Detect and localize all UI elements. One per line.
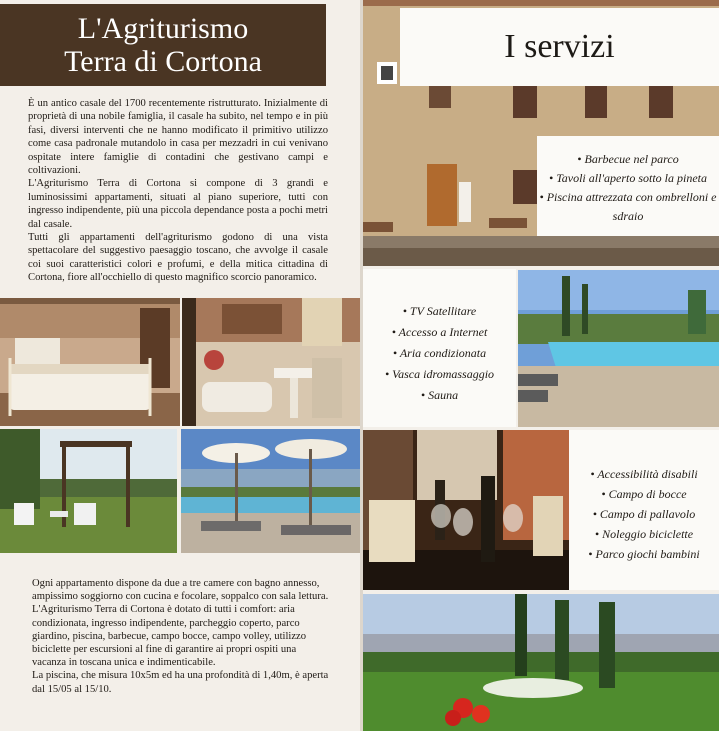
service-item: • Parco giochi bambini	[569, 544, 719, 564]
service-item: • Barbecue nel parco	[537, 150, 719, 169]
wine-products-photo	[363, 430, 569, 590]
description-paragraph: La piscina, che misura 10x5m ed ha una profondità di 1,40m, è aperta dal 15/05 al 15/10.	[32, 670, 329, 695]
services-title-box	[400, 8, 719, 86]
service-item: • Piscina attrezzata con ombrelloni e sdraio	[537, 188, 719, 226]
service-item: • Tavoli all'aperto sotto la pineta	[537, 169, 719, 188]
intro-paragraph: Tutti gli appartamenti dell'agriturismo godono di una vista spettacolare del suggestivo paesaggio toscano, che avvolge il casale coi suoi caratteristici colori e profumi, e della mitica cittadina di Cortona, fiore all'occhiello di questo magnifico scorcio panoramico.	[28, 232, 328, 284]
services-title: I servizi	[504, 28, 615, 65]
service-item: • Accessibilità disabili	[569, 464, 719, 484]
bathroom-photo	[182, 298, 360, 426]
pool-umbrellas-photo	[181, 429, 360, 553]
service-item: • Vasca idromassaggio	[363, 364, 516, 385]
service-item: • Sauna	[363, 385, 516, 406]
service-item: • Campo di bocce	[569, 484, 719, 504]
garden-landscape-photo	[363, 594, 719, 731]
description-paragraph: Ogni appartamento dispone da due a tre camere con bagno annesso, ampissimo soggiorno con cucina e focolare, soppalco con sala lettura.	[32, 578, 329, 603]
page-title-line2: Terra di Cortona	[64, 45, 262, 78]
service-item: • Campo di pallavolo	[569, 504, 719, 524]
services-list-activities	[569, 430, 719, 590]
services-list-outdoor	[537, 136, 719, 236]
service-item: • Noleggio biciclette	[569, 524, 719, 544]
description-paragraph: L'Agriturismo Terra di Cortona è dotato di tutti i comfort: aria condizionata, ingresso indipendente, parcheggio coperto, parco giardino, piscina, barbecue, campo bocce, campo volley, utilizzo biciclette per escursioni al fine di garantire ai propri ospiti una vacanza in toscana unica e indimenticabile.	[32, 604, 307, 669]
garden-gazebo-photo	[0, 429, 177, 553]
page-title-box	[0, 4, 326, 86]
page-title-line1: L'Agriturismo	[77, 12, 249, 45]
swimming-pool-photo	[518, 270, 719, 427]
service-item: • TV Satellitare	[363, 301, 516, 322]
intro-paragraph: È un antico casale del 1700 recentemente ristrutturato. Inizialmente di proprietà di una nobile famiglia, il casale ha subito, nel tempo e in più fasi, diversi interventi che ne hanno modificato il primitivo utilizzo come casa padronale mutandolo in casa per mezzadri in cui venivano ospitate intere famiglie di contadini che gestivano campi e coltivazioni.	[28, 98, 328, 177]
intro-paragraph: L'Agriturismo Terra di Cortona si compone di 3 grandi e luminosissimi appartamenti, situati al piano superiore, tutti con ingresso indipendente, più una piccola dependance posta a pochi metri dal casale.	[28, 178, 328, 230]
description-text	[32, 577, 332, 696]
bedroom-photo	[0, 298, 180, 426]
service-item: • Aria condizionata	[363, 343, 516, 364]
services-list-indoor	[363, 269, 516, 427]
service-item: • Accesso a Internet	[363, 322, 516, 343]
intro-text	[28, 97, 328, 285]
